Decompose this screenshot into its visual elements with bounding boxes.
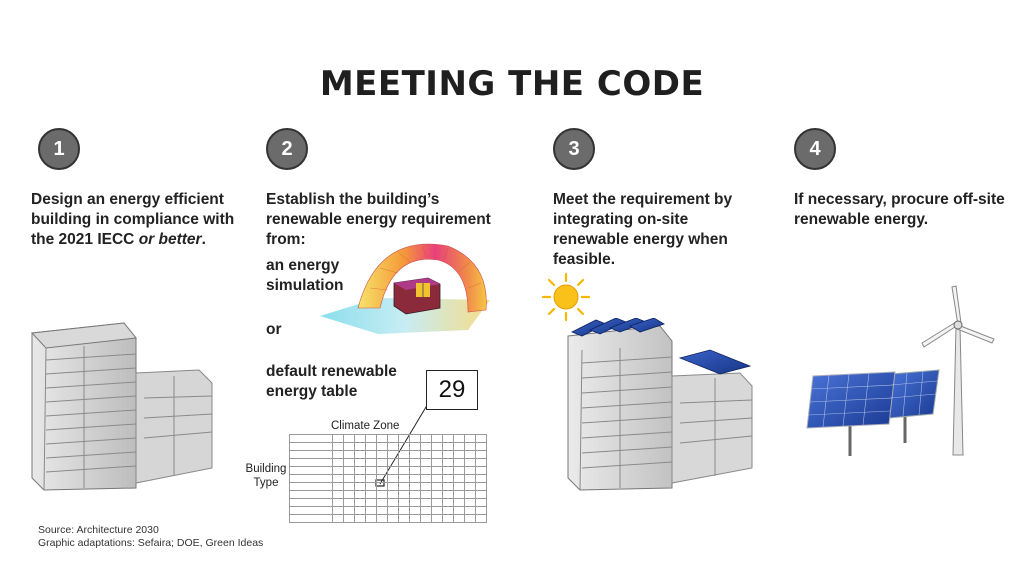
step-3-badge: 3	[553, 128, 595, 170]
table-callout-value: 29	[426, 370, 478, 410]
step-1-emphasis: or better	[138, 231, 202, 248]
step-4-badge: 4	[794, 128, 836, 170]
step-1-main: Design an energy efficient building in compliance with the 2021 IECC	[31, 191, 235, 248]
source-note	[38, 524, 263, 550]
option-energy-simulation: an energy simulation	[266, 257, 344, 294]
sun-icon	[540, 272, 592, 322]
option-default-table: default renewable energy table	[266, 363, 397, 400]
step-1-badge: 1	[38, 128, 80, 170]
energy-simulation-icon	[318, 238, 493, 338]
building-icon	[24, 318, 214, 493]
renewable-energy-table	[289, 434, 487, 523]
step-1-period: .	[201, 231, 206, 248]
solar-building-icon	[560, 318, 760, 493]
building-type-label: Building Type	[245, 463, 287, 489]
page-title: MEETING THE CODE	[319, 64, 705, 104]
wind-turbine-icon	[918, 285, 998, 460]
step-1-text	[31, 190, 246, 250]
option-or: or	[266, 321, 282, 338]
source-line-2: Graphic adaptations: Sefaira; DOE, Green Ideas	[38, 537, 264, 549]
climate-zone-label: Climate Zone	[331, 420, 400, 432]
step-3-text: Meet the requirement by integrating on-site renewable energy when feasible.	[553, 191, 733, 268]
step-2-text: Establish the building’s renewable energy requirement from:	[266, 191, 491, 248]
source-line-1: Source: Architecture 2030	[38, 524, 159, 536]
step-4-text: If necessary, procure off-site renewable energy.	[794, 191, 1005, 228]
step-2-badge: 2	[266, 128, 308, 170]
